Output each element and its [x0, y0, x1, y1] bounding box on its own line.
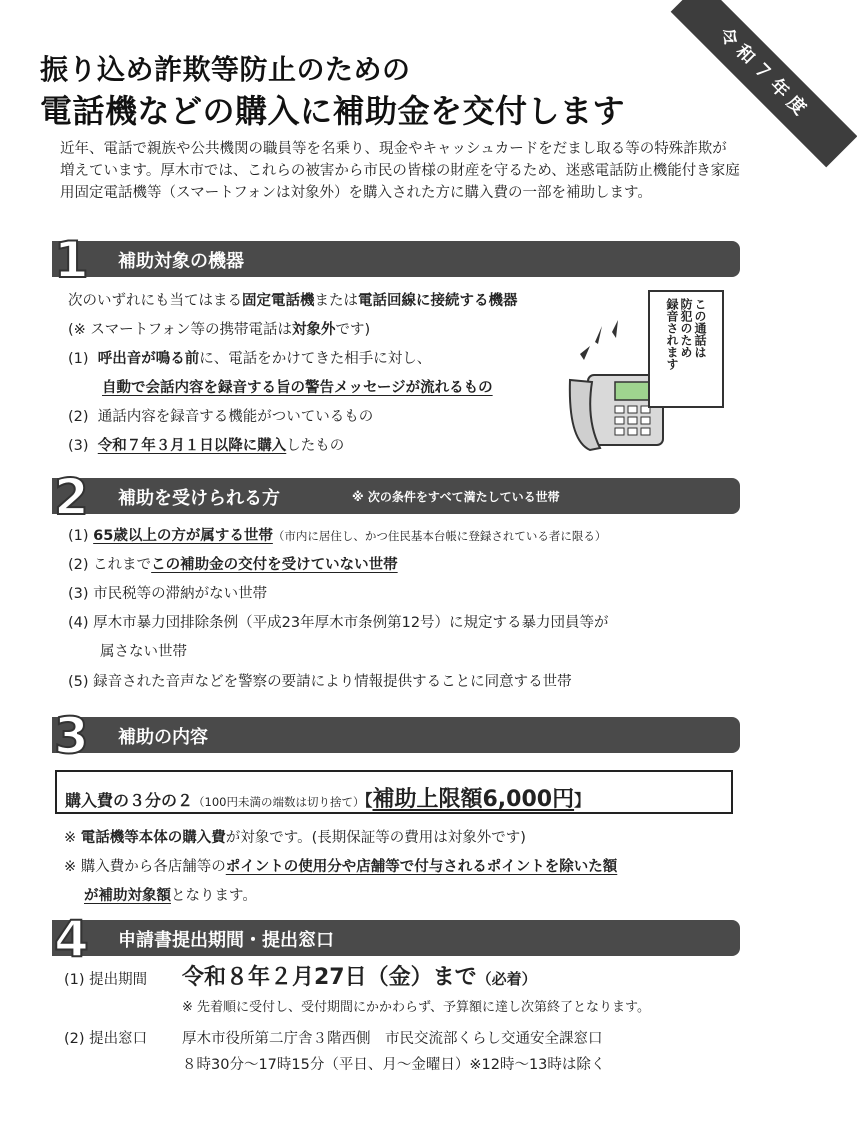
corner-ribbon: [634, 0, 815, 160]
sec2-item-5: (5) 録音された音声などを警察の要請により情報提供することに同意する世帯: [68, 674, 572, 690]
section-1-header: [52, 231, 740, 289]
sec2-item-2: (2) これまでこの補助金の交付を受けていない世帯: [68, 557, 398, 573]
sec1-item-1: (1) 呼出音が鳴る前に、電話をかけてきた相手に対し、: [68, 351, 432, 367]
section-2-number: 2: [54, 468, 89, 526]
subsidy-cap: 補助上限額6,000円: [372, 787, 575, 812]
sec1-note: (※ スマートフォン等の携帯電話は対象外です): [68, 322, 371, 338]
title-line-2: 電話機などの購入に補助金を交付します: [40, 92, 626, 130]
submission-deadline: 令和８年２月27日（金）まで（必着）: [182, 965, 537, 990]
submission-period-note: ※ 先着順に受付し、受付期間にかかわらず、予算額に達し次第終了となります。: [182, 1000, 650, 1015]
subsidy-amount-box: 購入費の３分の２（100円未満の端数は切り捨て）【補助上限額6,000円】: [55, 770, 733, 814]
submission-period-label: (1) 提出期間: [64, 972, 148, 988]
section-1-number: 1: [54, 231, 89, 289]
section-2-header: [52, 468, 740, 526]
section-4-title: 申請書提出期間・提出窓口: [118, 930, 334, 951]
section-3-number: 3: [54, 707, 89, 765]
submission-window-hours: ８時30分～17時15分（平日、月～金曜日）※12時～13時は除く: [182, 1057, 606, 1073]
submission-window-label: (2) 提出窓口: [64, 1031, 148, 1047]
fiscal-year-badge: 令和７年度: [671, 0, 857, 167]
sec1-item-1-cont: 自動で会話内容を録音する旨の警告メッセージが流れるもの: [102, 380, 493, 396]
title-line-1: 振り込め詐欺等防止のための: [40, 53, 411, 86]
section-3-header: [52, 707, 740, 765]
sec1-item-3: (3) 令和７年３月１日以降に購入したもの: [68, 438, 345, 454]
section-3-title: 補助の内容: [118, 727, 208, 748]
sec3-note-1: ※ 電話機等本体の購入費が対象です。(長期保証等の費用は対象外です): [64, 830, 526, 846]
section-4-header: [52, 910, 740, 968]
sec2-item-3: (3) 市民税等の滞納がない世帯: [68, 586, 268, 602]
section-4-number: 4: [54, 910, 89, 968]
sec1-item-2: (2) 通話内容を録音する機能がついているもの: [68, 409, 374, 425]
sec2-item-4: (4) 厚木市暴力団排除条例（平成23年厚木市条例第12号）に規定する暴力団員等が: [68, 615, 609, 631]
section-1-title: 補助対象の機器: [118, 251, 244, 272]
sec2-item-1: (1) 65歳以上の方が属する世帯（市内に居住し、かつ住民基本台帳に登録されている者に限る）: [68, 528, 607, 544]
sec3-note-2-cont: が補助対象額となります。: [84, 888, 257, 904]
sec3-note-2: ※ 購入費から各店舗等のポイントの使用分や店舗等で付与されるポイントを除いた額: [64, 859, 618, 875]
sec1-lead: 次のいずれにも当てはまる固定電話機または電話回線に接続する機器: [68, 293, 518, 309]
recording-notice-bubble: この通話は 防犯のため 録音されます: [648, 290, 724, 408]
intro-paragraph: 近年、電話で親族や公共機関の職員等を名乗り、現金やキャッシュカードをだまし取る等の特殊詐欺が増えています。厚木市では、これらの被害から市民の皆様の財産を守るため、迷惑電話防止機能付き家庭用固定電話機等（スマートフォンは対象外）を購入された方に購入費の一部を補助します。: [60, 141, 740, 201]
submission-window-place: 厚木市役所第二庁舎３階西側 市民交流部くらし交通安全課窓口: [182, 1031, 603, 1047]
section-2-title: 補助を受けられる方: [118, 488, 280, 509]
section-2-note: ※ 次の条件をすべて満たしている世帯: [352, 490, 560, 504]
sec2-item-4-cont: 属さない世帯: [100, 644, 187, 660]
